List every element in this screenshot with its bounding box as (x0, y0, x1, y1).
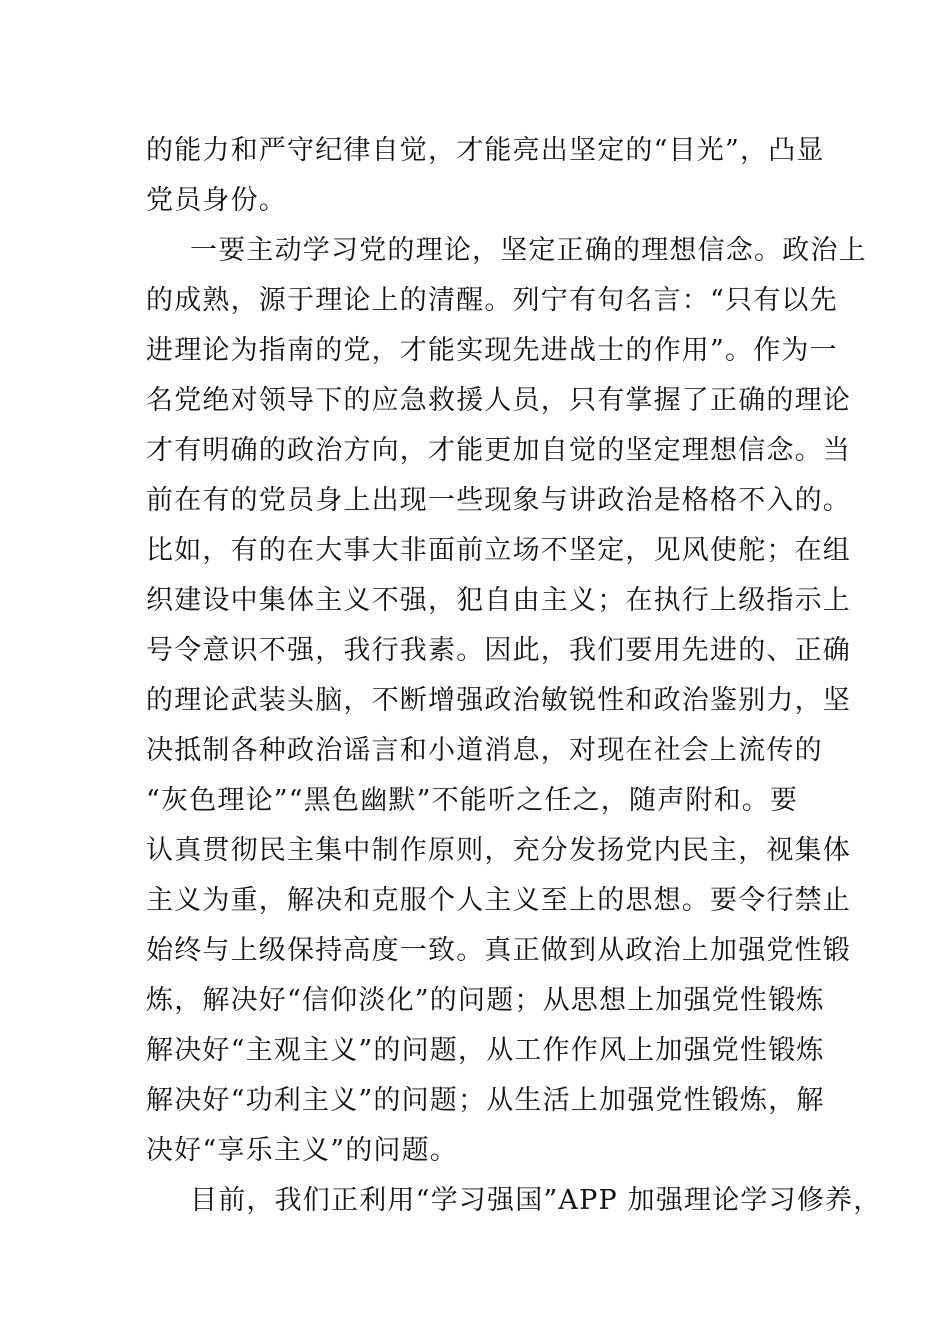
text-line: 解决好“功利主义”的问题；从生活上加强党性锻炼，解 (146, 1085, 825, 1116)
text-line: 认真贯彻民主集中制作原则，充分发扬党内民主，视集体 (146, 835, 851, 866)
text-line: 炼，解决好“信仰淡化”的问题；从思想上加强党性锻炼 (146, 985, 825, 1016)
text-line: 解决好“主观主义”的问题，从工作作风上加强党性锻炼 (146, 1035, 825, 1066)
text-line: 的成熟，源于理论上的清醒。列宁有句名言：“只有以先 (146, 285, 838, 316)
text-line: 主义为重，解决和克服个人主义至上的思想。要令行禁止 (146, 885, 851, 916)
text-line: 的理论武装头脑，不断增强政治敏锐性和政治鉴别力，坚 (146, 685, 851, 716)
text-line: 织建设中集体主义不强，犯自由主义；在执行上级指示上 (146, 585, 851, 616)
text-line: 始终与上级保持高度一致。真正做到从政治上加强党性锻 (146, 935, 851, 966)
text-line: 进理论为指南的党，才能实现先进战士的作用”。作为一 (146, 335, 838, 366)
text-line: 才有明确的政治方向，才能更加自觉的坚定理想信念。当 (146, 435, 851, 466)
text-line: 决抵制各种政治谣言和小道消息，对现在社会上流传的 (146, 735, 823, 766)
text-line: 名党绝对领导下的应急救援人员，只有掌握了正确的理论 (146, 385, 851, 416)
text-line: 号令意识不强，我行我素。因此，我们要用先进的、正确 (146, 635, 851, 666)
text-line: 目前，我们正利用“学习强国”APP 加强理论学习修养， (190, 1185, 882, 1216)
text-line: 一要主动学习党的理论，坚定正确的理想信念。政治上 (190, 235, 867, 266)
text-line: 党员身份。 (146, 185, 287, 216)
text-line: 决好“享乐主义”的问题。 (146, 1135, 459, 1166)
text-line: 的能力和严守纪律自觉，才能亮出坚定的“目光”，凸显 (146, 135, 825, 166)
text-line: “灰色理论”“黑色幽默”不能听之任之，随声附和。要 (146, 785, 799, 816)
text-line: 前在有的党员身上出现一些现象与讲政治是格格不入的。 (146, 485, 851, 516)
text-line: 比如，有的在大事大非面前立场不坚定，见风使舵；在组 (146, 535, 851, 566)
